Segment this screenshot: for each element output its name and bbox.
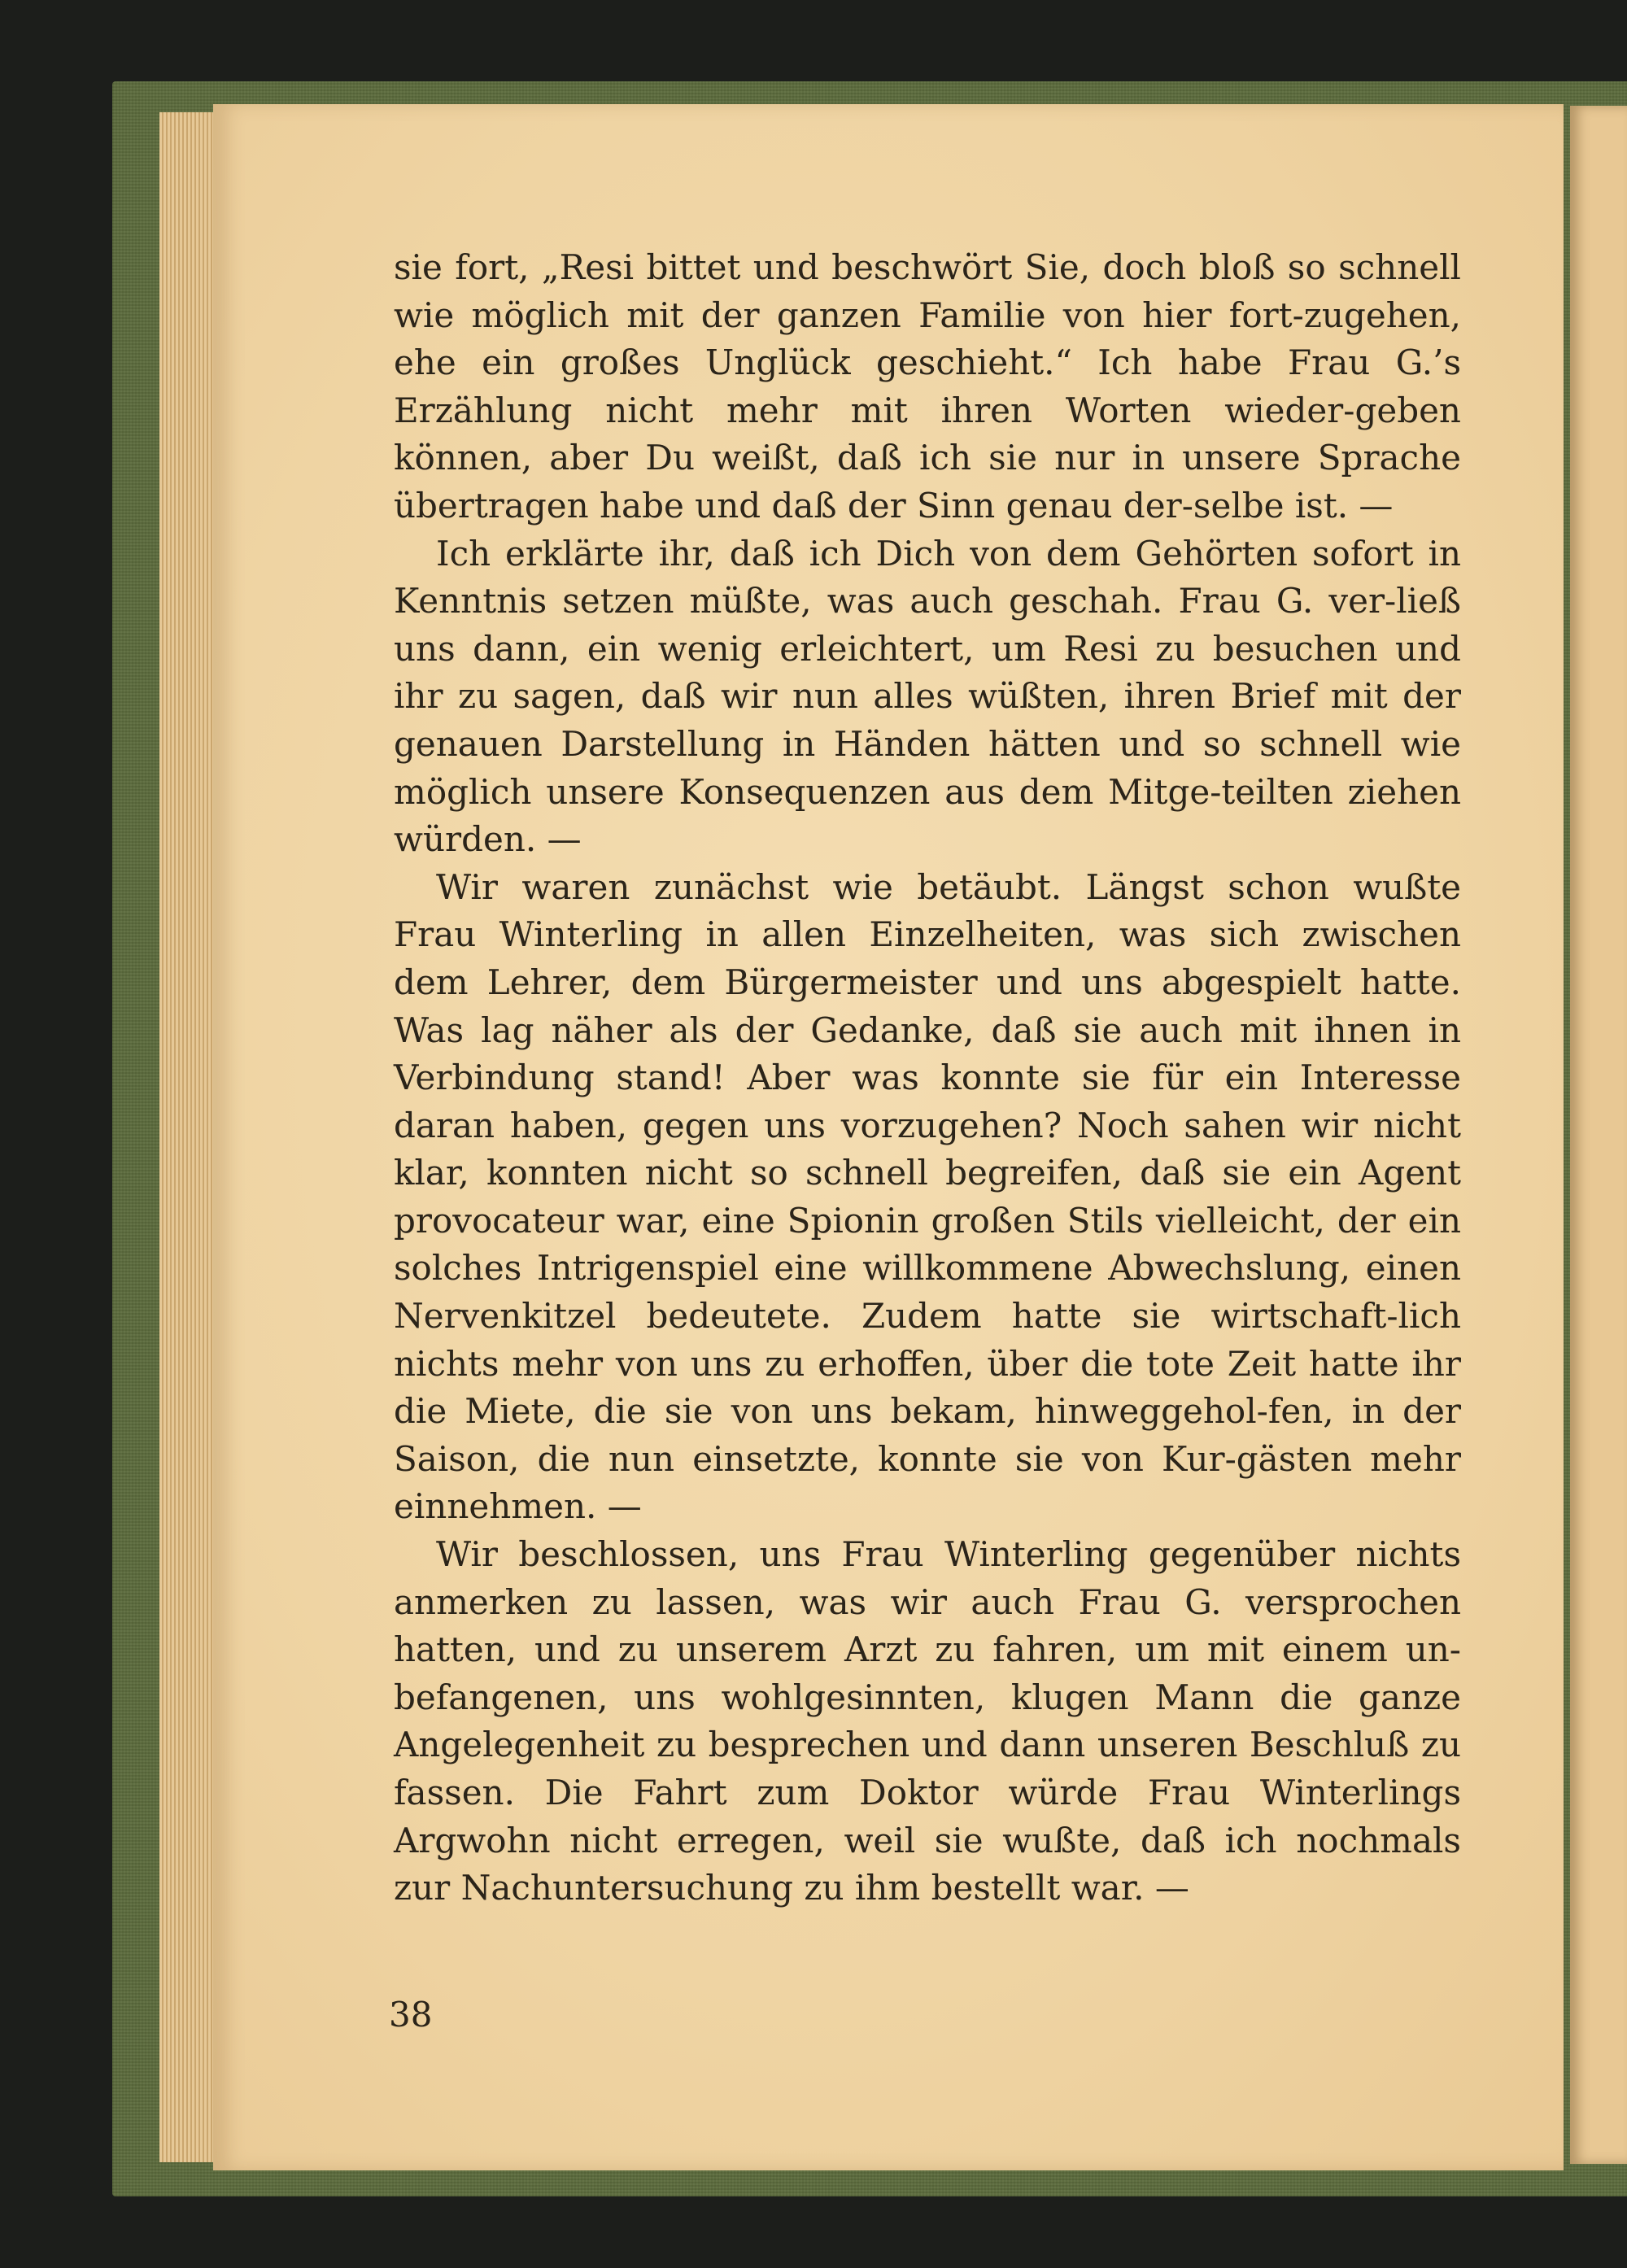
paragraph-4: Wir beschlossen, uns Frau Winterling gegenüber nichts anmerken zu lassen, was wir auch Frau G. versprochen hatten, und zu unserem Arzt zu fahren, um mit einem un-befangenen, uns wohlgesinnten, klugen Mann die ganze Angelegenheit zu besprechen und dann unseren Beschluß zu fassen. Die Fahrt zum Doktor würde Frau Winterlings Argwohn nicht erregen, weil sie wußte, daß ich nochmals zur Nachuntersuchung zu ihm bestellt war. — [394, 1534, 1461, 1908]
page-number: 38 [389, 1995, 433, 2035]
paragraph-3: Wir waren zunächst wie betäubt. Längst schon wußte Frau Winterling in allen Einzelheiten, was sich zwischen dem Lehrer, dem Bürgermeister und uns abgespielt hatte. Was lag näher als der Gedanke, daß sie auch mit ihnen in Verbindung stand! Aber was konnte sie für ein Interesse daran haben, gegen uns vorzugehen? Noch sahen wir nicht klar, konnten nicht so schnell begreifen, daß sie ein Agent provocateur war, eine Spionin großen Stils vielleicht, der ein solches Intrigenspiel eine willkommene Abwechslung, einen Nervenkitzel bedeutete. Zudem hatte sie wirtschaft-lich nichts mehr von uns zu erhoffen, über die tote Zeit hatte ihr die Miete, die sie von uns bekam, hinweggehol-fen, in der Saison, die nun einsetzte, konnte sie von Kur-gästen mehr einnehmen. — [394, 866, 1461, 1527]
facing-page-edge [1570, 106, 1627, 2164]
body-text [394, 244, 1461, 1913]
paragraph-2: Ich erklärte ihr, daß ich Dich von dem Gehörten sofort in Kenntnis setzen müßte, was auch geschah. Frau G. ver-ließ uns dann, ein wenig erleichtert, um Resi zu besuchen und ihr zu sagen, daß wir nun alles wüßten, ihren Brief mit der genauen Darstellung in Händen hätten und so schnell wie möglich unsere Konsequenzen aus dem Mitge-teilten ziehen würden. — [394, 533, 1461, 860]
paragraph-1: sie fort, „Resi bittet und beschwört Sie, doch bloß so schnell wie möglich mit der ganzen Familie von hier fort-zugehen, ehe ein großes Unglück geschieht.“ Ich habe Frau G.’s Erzählung nicht mehr mit ihren Worten wieder-geben können, aber Du weißt, daß ich sie nur in unsere Sprache übertragen habe und daß der Sinn genau der-selbe ist. — [394, 247, 1461, 526]
